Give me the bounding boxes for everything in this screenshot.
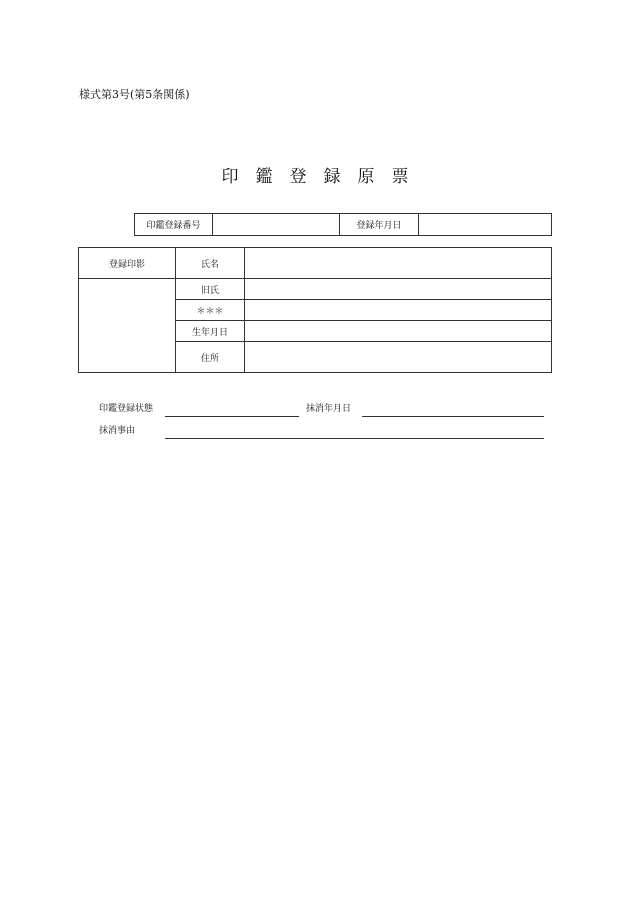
address-label: 住所 <box>176 342 245 373</box>
reg-date-field[interactable] <box>419 214 552 236</box>
seal-status-line[interactable] <box>165 416 299 417</box>
cancel-date-label: 抹消年月日 <box>306 404 352 414</box>
seal-impression-box <box>79 279 176 373</box>
seal-status-label: 印鑑登録状態 <box>99 404 154 414</box>
reg-number-label: 印鑑登録番号 <box>135 214 213 236</box>
masked-label: ＊＊＊ <box>176 300 245 321</box>
cancel-reason-line[interactable] <box>165 438 544 439</box>
form-number: 様式第3号(第5条関係) <box>79 88 190 101</box>
birth-date-label: 生年月日 <box>176 321 245 342</box>
masked-field[interactable] <box>245 300 552 321</box>
birth-date-field[interactable] <box>245 321 552 342</box>
name-label: 氏名 <box>176 248 245 279</box>
seal-impression-label: 登録印影 <box>79 248 176 279</box>
former-name-field[interactable] <box>245 279 552 300</box>
registration-number-table <box>134 213 552 236</box>
address-field[interactable] <box>245 342 552 373</box>
page-title: 印鑑登録原票 <box>221 167 426 187</box>
former-name-label: 旧氏 <box>176 279 245 300</box>
cancel-reason-label: 抹消事由 <box>99 426 136 436</box>
registrant-table <box>78 247 552 373</box>
reg-date-label: 登録年月日 <box>340 214 419 236</box>
name-field[interactable] <box>245 248 552 279</box>
reg-number-field[interactable] <box>213 214 340 236</box>
cancel-date-line[interactable] <box>362 416 544 417</box>
